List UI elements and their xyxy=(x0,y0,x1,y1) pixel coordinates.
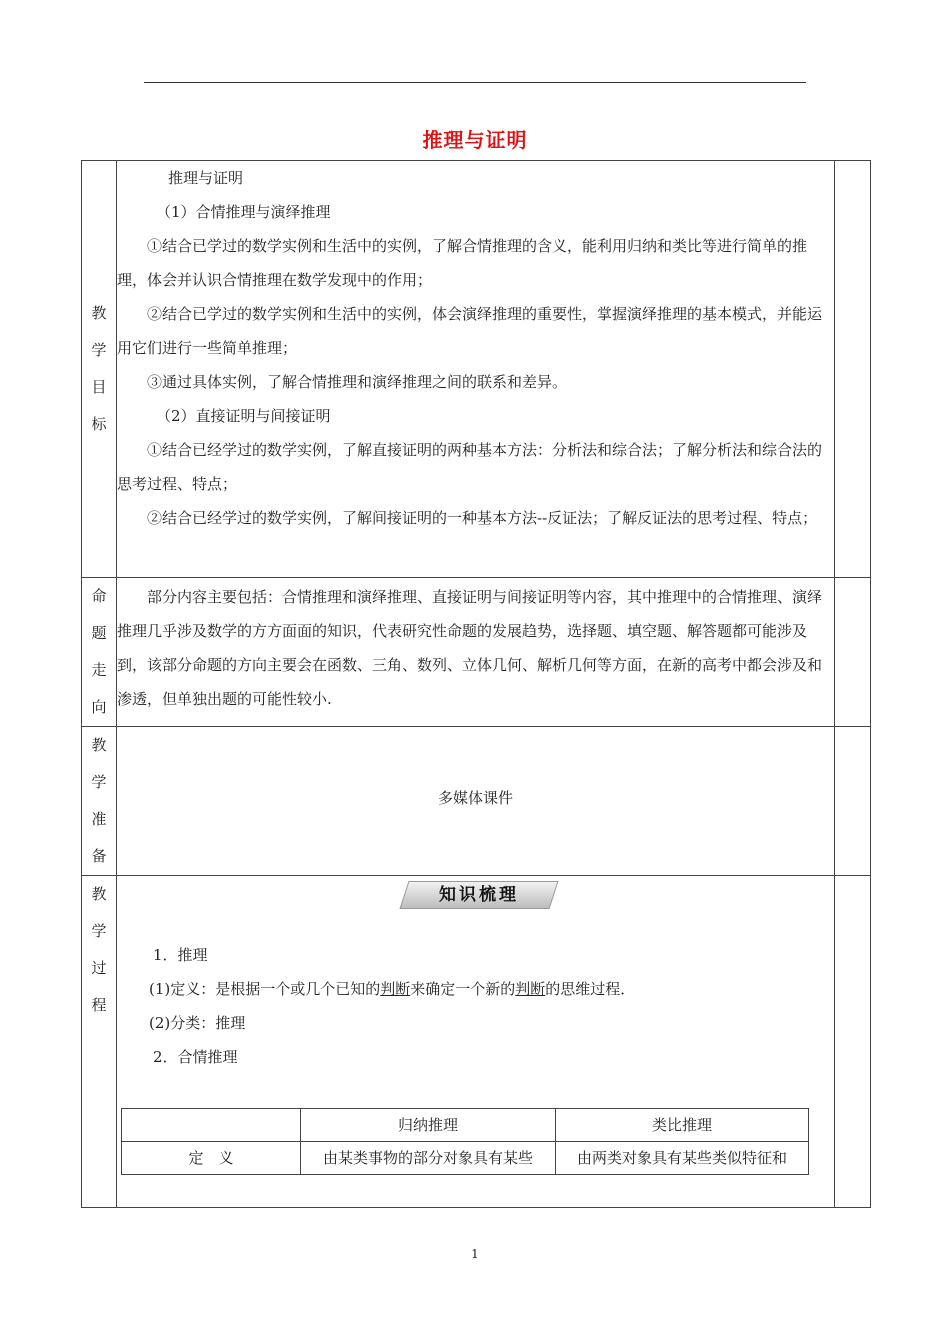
process-row xyxy=(82,876,871,1208)
goals-section-2: （2）直接证明与间接证明 xyxy=(156,407,331,425)
goals-item: ②结合已经学过的数学实例，了解间接证明的一种基本方法--反证法；了解反证法的思考过程、特点； xyxy=(147,509,818,527)
lesson-plan-table xyxy=(81,160,871,1208)
prep-label: 教 学 准 备 xyxy=(82,727,117,876)
inner-row-definition xyxy=(122,1142,809,1175)
inner-header-cell: 类比推理 xyxy=(556,1109,809,1142)
goals-item: ②结合已学过的数学实例和生活中的实例，体会演绎推理的重要性，掌握演绎推理的基本模式，并能运用它们进行一些简单推理； xyxy=(117,305,823,357)
goals-item: ①结合已经学过的数学实例，了解直接证明的两种基本方法：分析法和综合法；了解分析法和综合法的思考过程、特点； xyxy=(117,441,823,493)
goals-item: ③通过具体实例，了解合情推理和演绎推理之间的联系和差异。 xyxy=(147,373,568,391)
prep-text: 多媒体课件 xyxy=(437,789,513,807)
page-number: 1 xyxy=(471,1247,479,1261)
trend-label: 命 题 走 向 xyxy=(82,578,117,727)
blank-answer: 判断 xyxy=(380,980,411,998)
inner-cell: 由某类事物的部分对象具有某些 xyxy=(301,1142,556,1175)
page-title: 推理与证明 xyxy=(422,128,528,152)
trend-content xyxy=(117,578,835,727)
prep-row xyxy=(82,727,871,876)
inner-header-cell xyxy=(122,1109,301,1142)
goals-content xyxy=(117,161,835,578)
spare-cell xyxy=(835,876,871,1208)
inner-header-row xyxy=(122,1109,809,1142)
item-plausible: 2．合情推理 xyxy=(153,1048,238,1066)
item-inference: 1．推理 xyxy=(153,946,208,964)
inference-classification: (2)分类：推理 xyxy=(149,1014,246,1032)
spare-cell xyxy=(835,161,871,578)
goals-label: 教 学 目 标 xyxy=(82,161,117,578)
spare-cell xyxy=(835,578,871,727)
prep-content xyxy=(117,727,835,876)
header-rule xyxy=(144,82,806,83)
blank-answer: 判断 xyxy=(515,980,546,998)
inference-definition: (1)定义：是根据一个或几个已知的判断来确定一个新的判断的思维过程． xyxy=(149,980,636,998)
goals-row xyxy=(82,161,871,578)
process-label: 教 学 过 程 xyxy=(82,876,117,1208)
goals-item: ①结合已学过的数学实例和生活中的实例，了解合情推理的含义，能利用归纳和类比等进行简单的推理，体会并认识合情推理在数学发现中的作用； xyxy=(117,237,808,289)
trend-text: 部分内容主要包括：合情推理和演绎推理、直接证明与间接证明等内容，其中推理中的合情推理、演绎推理几乎涉及数学的方方面面的知识，代表研究性命题的发展趋势，选择题、填空题、解答题都可能涉及到，该部分命题的方向主要会在函数、三角、数列、立体几何、解析几何等方面，在新的高考中都会涉及和渗透，但单独出题的可能性较小. xyxy=(117,588,823,708)
inner-cell: 定 义 xyxy=(122,1142,301,1175)
inner-header-cell: 归纳推理 xyxy=(301,1109,556,1142)
process-content xyxy=(117,876,835,1208)
banner-text: 知识梳理 xyxy=(438,885,519,905)
reasoning-comparison-table xyxy=(121,1108,809,1175)
goals-heading: 推理与证明 xyxy=(168,169,244,187)
inner-cell: 由两类对象具有某些类似特征和 xyxy=(556,1142,809,1175)
goals-section-1: （1）合情推理与演绎推理 xyxy=(156,203,331,221)
trend-row xyxy=(82,578,871,727)
knowledge-banner xyxy=(117,876,834,926)
spare-cell xyxy=(835,727,871,876)
